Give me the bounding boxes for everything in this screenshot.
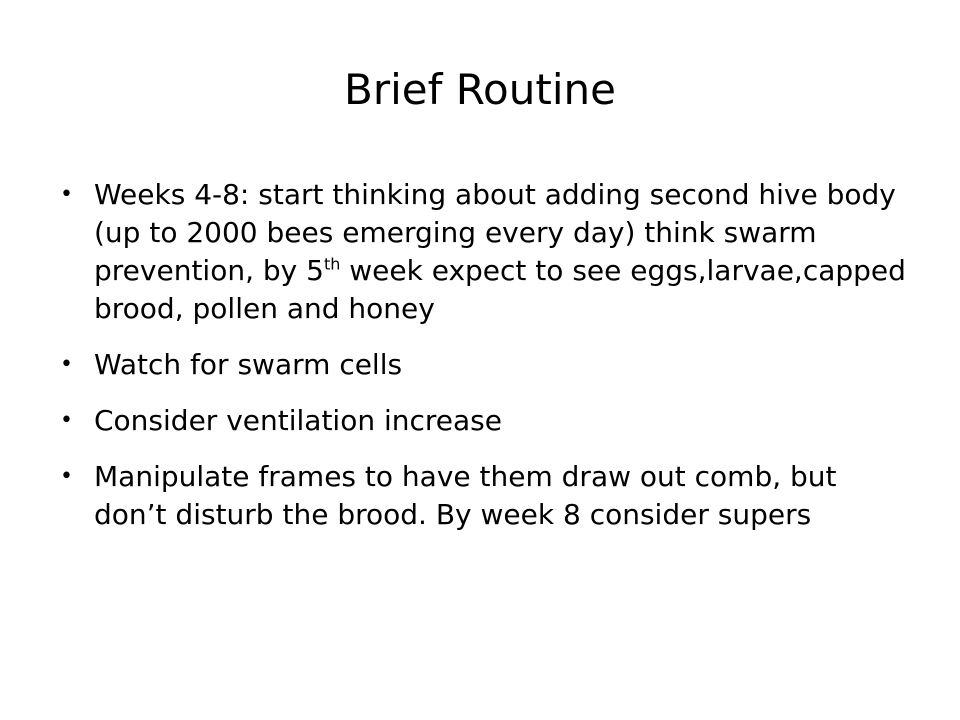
bullet-item-2 [58, 346, 908, 384]
bullet-dot-icon: • [60, 182, 73, 207]
bullet-dot-icon: • [60, 352, 73, 377]
bullet-text-part: Weeks 4-8: start thinking about adding second hive body (up to 2000 bees emerging every day) think swarm prevention, by 5 [94, 178, 896, 287]
superscript-ordinal: th [323, 254, 341, 274]
bullet-item-1 [58, 176, 908, 328]
bullet-dot-icon: • [60, 408, 73, 433]
bullet-dot-icon: • [60, 464, 73, 489]
bullet-text [94, 176, 908, 328]
bullet-text: Watch for swarm cells [94, 348, 403, 381]
bullet-item-4 [58, 458, 908, 534]
bullet-text: Consider ventilation increase [94, 404, 502, 437]
bullet-text-part: week expect to see eggs,larvae,capped brood, pollen and honey [94, 254, 906, 325]
bullet-item-3 [58, 402, 908, 440]
bullet-list [58, 176, 908, 552]
slide-title: Brief Routine [344, 65, 616, 114]
bullet-text: Manipulate frames to have them draw out comb, but don’t disturb the brood. By week 8 consider supers [94, 460, 837, 531]
